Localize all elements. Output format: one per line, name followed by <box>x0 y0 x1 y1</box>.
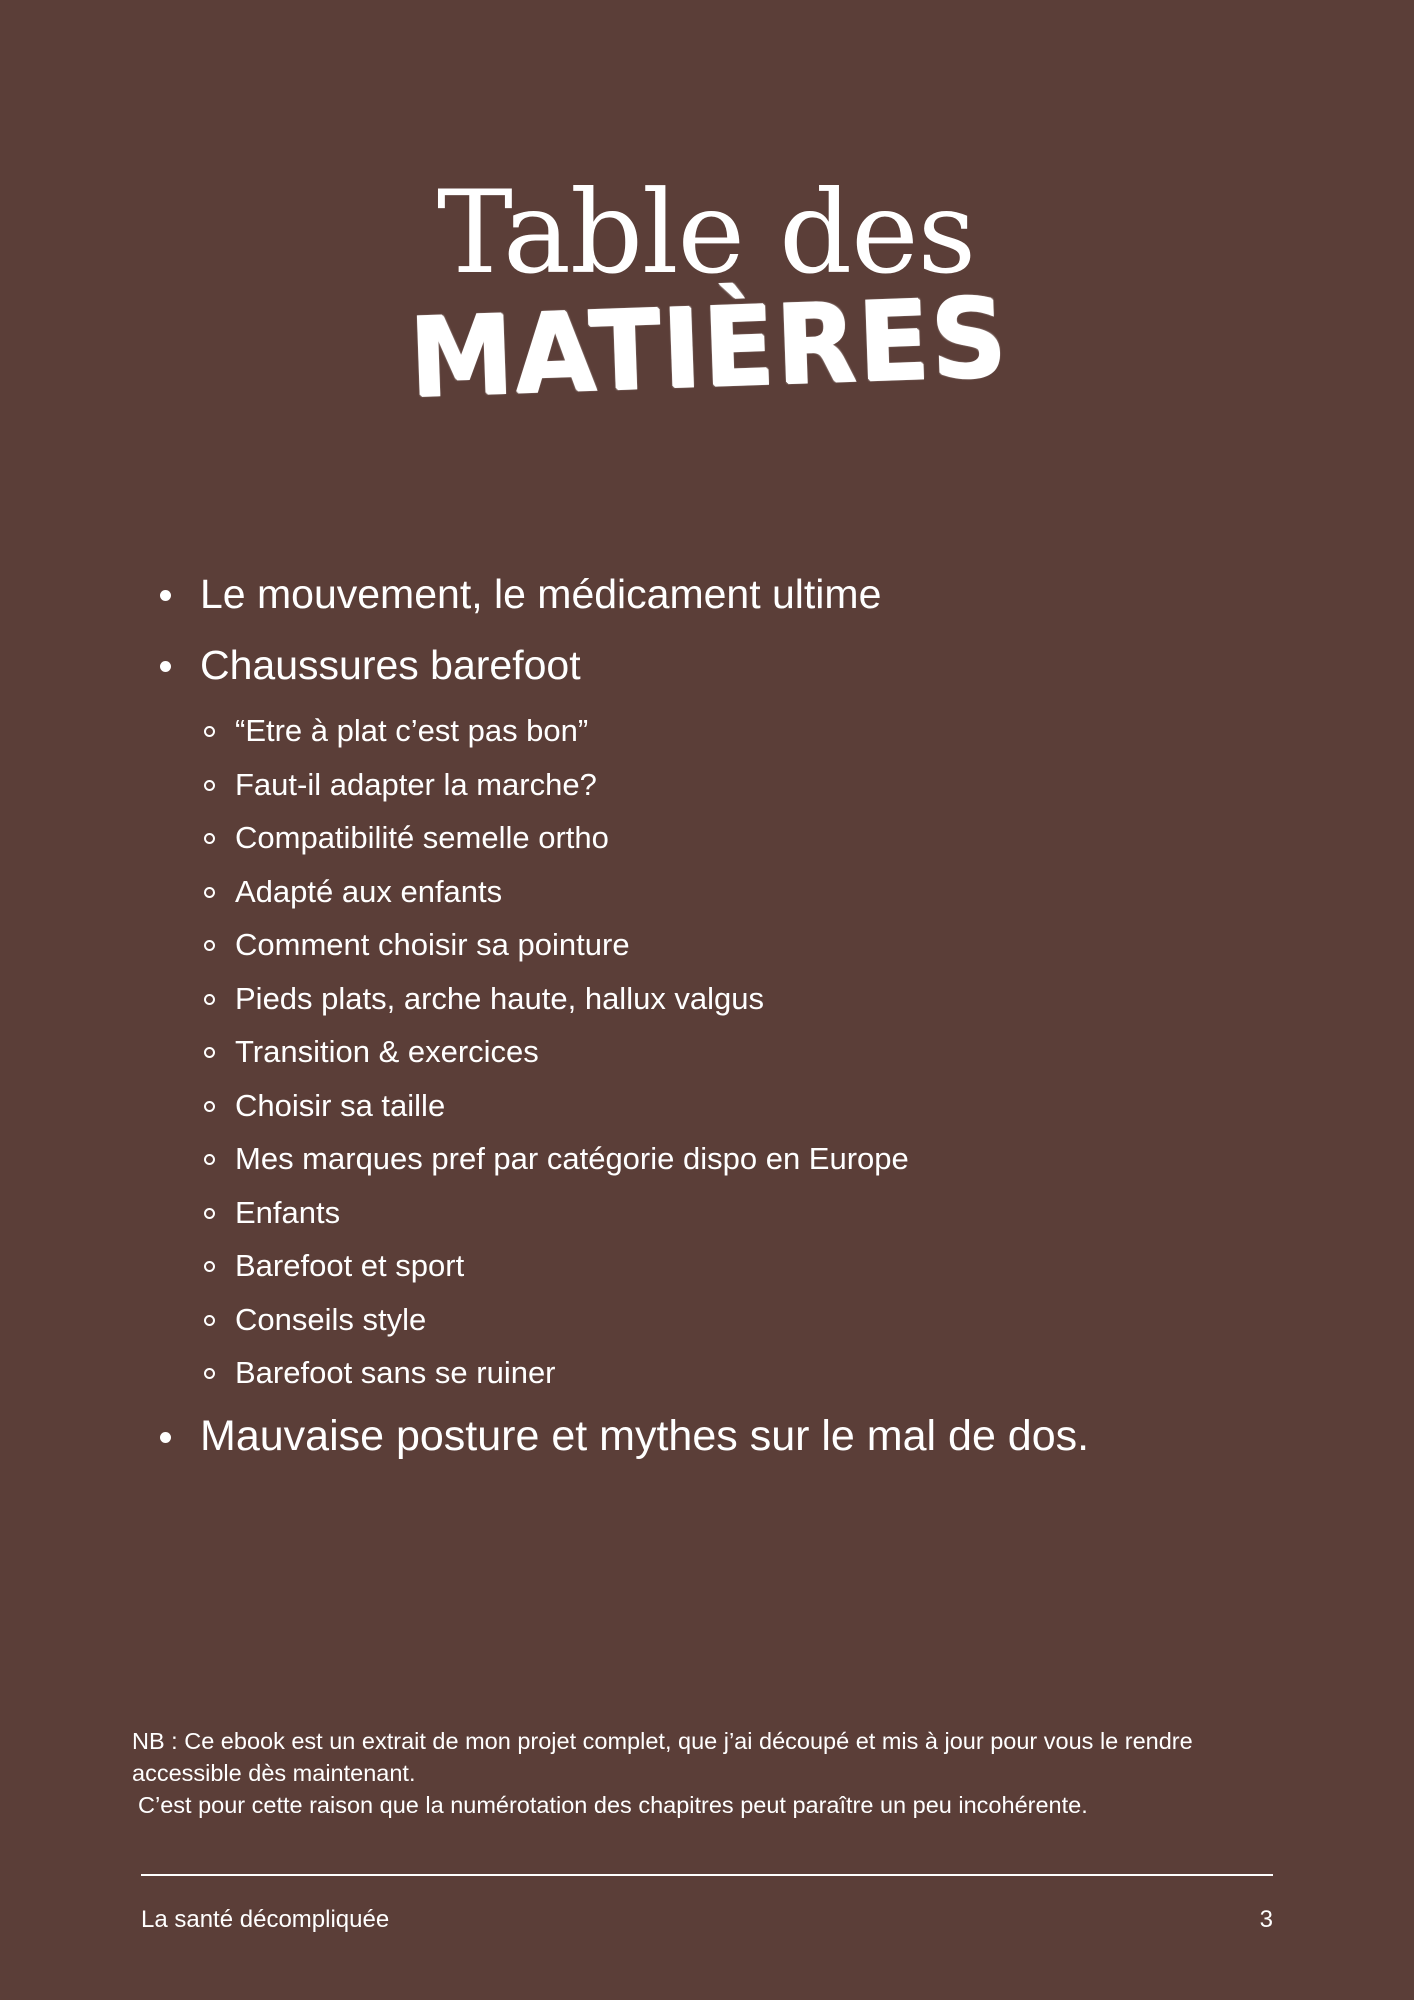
table-of-contents <box>160 566 1260 1479</box>
toc-item-label: Mauvaise posture et mythes sur le mal de dos. <box>200 1411 1090 1460</box>
page-number: 3 <box>1259 1906 1273 1933</box>
toc-subitem-label: Comment choisir sa pointure <box>235 927 630 962</box>
toc-subitem[interactable] <box>200 865 1260 919</box>
toc-sublist <box>200 704 1260 1400</box>
toc-subitem-label: Pieds plats, arche haute, hallux valgus <box>235 980 765 1016</box>
page-title <box>0 166 1414 423</box>
bullet-circle-icon <box>204 940 215 951</box>
toc-subitem-label: Compatibilité semelle ortho <box>235 820 609 855</box>
toc-subitem-label: Barefoot sans se ruiner <box>235 1355 556 1390</box>
bullet-disc-icon <box>160 590 171 601</box>
note-paragraph-1: NB : Ce ebook est un extrait de mon projet complet, que j’ai découpé et mis à jour pour vous le rendre accessible dès maintenant. <box>132 1728 1193 1786</box>
toc-subitem[interactable] <box>200 1186 1260 1240</box>
toc-subitem-label: Faut-il adapter la marche? <box>235 766 597 802</box>
toc-item-movement[interactable] <box>160 566 1260 622</box>
bullet-circle-icon <box>204 726 215 737</box>
title-line-1: Table des <box>436 166 976 299</box>
toc-subitem-label: “Etre à plat c’est pas bon” <box>235 713 589 748</box>
toc-subitem-label: Choisir sa taille <box>235 1087 446 1123</box>
bullet-circle-icon <box>204 887 215 898</box>
bullet-circle-icon <box>204 1047 215 1058</box>
toc-subitem[interactable] <box>200 811 1260 865</box>
bullet-circle-icon <box>204 1154 215 1165</box>
toc-subitem[interactable] <box>200 704 1260 758</box>
bullet-circle-icon <box>204 1368 215 1379</box>
toc-item-label: Le mouvement, le médicament ultime <box>200 571 882 617</box>
toc-item-label: Chaussures barefoot <box>200 642 581 688</box>
toc-subitem[interactable] <box>200 1346 1260 1400</box>
title-line-2: MATIÈRES <box>407 273 1011 423</box>
toc-subitem-label: Enfants <box>235 1194 341 1230</box>
toc-subitem[interactable] <box>200 1293 1260 1347</box>
bullet-circle-icon <box>204 833 215 844</box>
bullet-circle-icon <box>204 1315 215 1326</box>
toc-list <box>160 566 1260 1464</box>
toc-subitem-label: Adapté aux enfants <box>235 873 503 909</box>
toc-item-posture[interactable] <box>160 1408 1260 1464</box>
footer-book-title: La santé décompliquée <box>141 1906 390 1933</box>
toc-subitem[interactable] <box>200 1025 1260 1079</box>
bullet-circle-icon <box>204 1261 215 1272</box>
toc-subitem[interactable] <box>200 1132 1260 1186</box>
toc-subitem[interactable] <box>200 1079 1260 1133</box>
toc-subitem-label: Mes marques pref par catégorie dispo en Europe <box>235 1141 909 1176</box>
toc-subitem-label: Conseils style <box>235 1301 427 1337</box>
toc-subitem[interactable] <box>200 972 1260 1026</box>
bullet-circle-icon <box>204 1101 215 1112</box>
toc-subitem-label: Transition & exercices <box>235 1034 539 1069</box>
footer-divider <box>141 1874 1273 1876</box>
bullet-disc-icon <box>160 661 171 672</box>
bullet-disc-icon <box>160 1432 171 1443</box>
toc-subitem[interactable] <box>200 918 1260 972</box>
toc-subitem-label: Barefoot et sport <box>235 1248 465 1283</box>
toc-item-barefoot-shoes[interactable] <box>160 637 1260 1400</box>
editor-note <box>132 1725 1282 1821</box>
toc-subitem[interactable] <box>200 758 1260 812</box>
bullet-circle-icon <box>204 994 215 1005</box>
bullet-circle-icon <box>204 780 215 791</box>
bullet-circle-icon <box>204 1208 215 1219</box>
toc-subitem[interactable] <box>200 1239 1260 1293</box>
note-paragraph-2: C’est pour cette raison que la numérotation des chapitres peut paraître un peu incohérente. <box>138 1792 1088 1818</box>
